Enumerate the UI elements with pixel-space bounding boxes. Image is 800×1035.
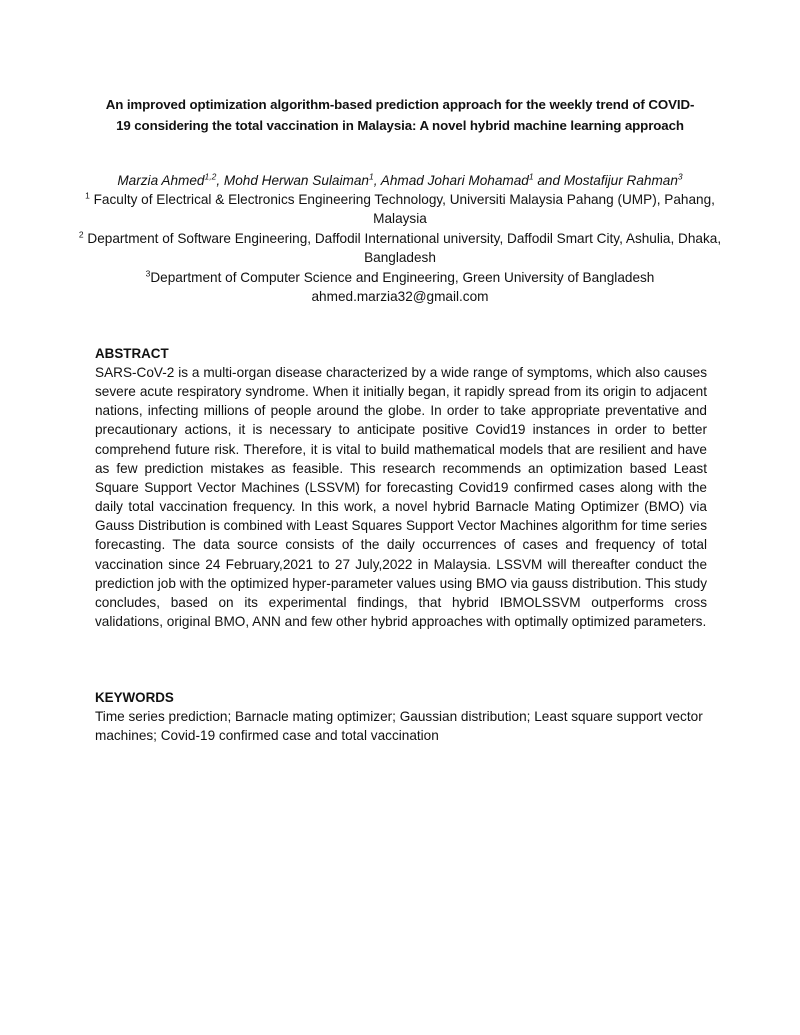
affiliation-marker: 1 <box>85 190 90 201</box>
affiliation-3 <box>60 268 740 287</box>
author-separator: , <box>373 173 381 188</box>
author-name: Mostafijur Rahman <box>563 173 678 188</box>
author-4 <box>564 173 683 188</box>
keywords-heading: KEYWORDS <box>95 690 174 705</box>
affiliation-text: Department of Software Engineering, Daffodil International university, Daffodil Smart City, Ashulia, Dhaka, Bangladesh <box>87 231 722 266</box>
contact-email: ahmed.marzia32@gmail.com <box>311 289 489 304</box>
author-affiliation-marker: 1,2 <box>204 171 217 182</box>
affiliation-text: Faculty of Electrical & Electronics Engineering Technology, Universiti Malaysia Pahang (UMP), Pahang, Malaysia <box>93 192 715 227</box>
affiliation-marker: 2 <box>78 229 84 240</box>
affiliation-text: Department of Computer Science and Engineering, Green University of Bangladesh <box>150 270 655 285</box>
author-1 <box>117 173 224 188</box>
author-name: Ahmad Johari Mohamad <box>380 173 529 188</box>
author-list <box>60 171 740 191</box>
affiliation-1 <box>60 190 740 229</box>
abstract-text: SARS-CoV-2 is a multi-organ disease characterized by a wide range of symptoms, which also causes severe acute respiratory syndrome. When it initially began, it rapidly spread from its origin to adjacent nations, infecting millions of people around the globe. In order to take appropriate preventative and precautionary actions, it is necessary to anticipate positive Covid19 instances in order to better comprehend future risk. Therefore, it is vital to build mathematical models that are resilient and have as few prediction mistakes as feasible. This research recommends an optimization based Least Square Support Vector Machines (LSSVM) for forecasting Covid19 confirmed cases along with the daily total vaccination frequency. In this work, a novel hybrid Barnacle Mating Optimizer (BMO) via Gauss Distribution is combined with Least Squares Support Vector Machines algorithm for time series forecasting. The data source consists of the daily occurrences of cases and frequency of total vaccination since 24 February,2021 to 27 July,2022 in Malaysia. LSSVM will thereafter conduct the prediction job with the optimized hyper-parameter values using BMO via gauss distribution. This study concludes, based on its experimental findings, that hybrid IBMOLSSVM outperforms cross validations, original BMO, ANN and few other hybrid approaches with optimally optimized parameters. <box>95 365 707 630</box>
paper-title: An improved optimization algorithm-based prediction approach for the weekly trend of COVID-19 considering the total vaccination in Malaysia: A novel hybrid machine learning approach <box>105 97 695 133</box>
affiliation-marker: 3 <box>145 268 151 279</box>
author-3 <box>381 173 564 188</box>
author-2 <box>224 173 381 188</box>
keywords-text: Time series prediction; Barnacle mating optimizer; Gaussian distribution; Least square support vector machines; Covid-19 confirmed case and total vaccination <box>95 709 703 744</box>
author-affiliation-marker: 1 <box>368 171 374 182</box>
author-name: Mohd Herwan Sulaiman <box>223 173 369 188</box>
author-separator: , <box>216 173 224 188</box>
author-affiliation-marker: 3 <box>677 171 683 182</box>
author-name: Marzia Ahmed <box>117 173 205 188</box>
abstract-heading: ABSTRACT <box>95 346 169 361</box>
author-separator: and <box>533 173 564 188</box>
author-affiliation-marker: 1 <box>528 171 534 182</box>
affiliation-2 <box>60 229 740 268</box>
